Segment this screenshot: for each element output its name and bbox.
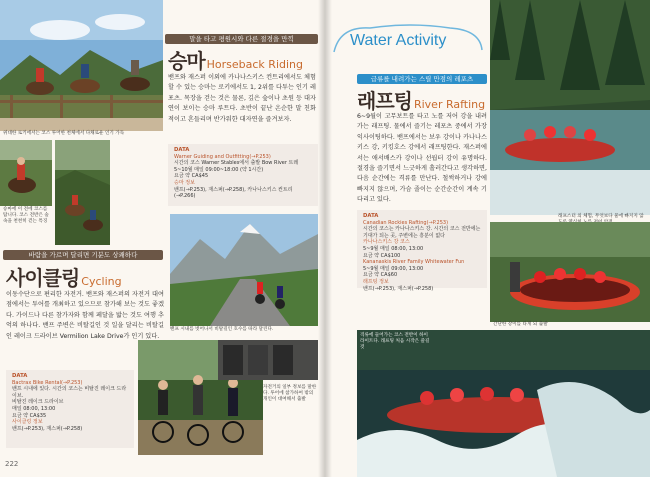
riding-title-en: Horseback Riding	[206, 58, 303, 71]
cycling-info-line-1: Bactrax Bike Rental(→P.253)	[12, 379, 83, 386]
riding-info-line-2: 시간의 코스 Warner Stables에서 출발 Bow River 트레	[174, 160, 299, 167]
riding-info-line-5: 밴프(→P.253), 재스퍼(→P.258), 카나나스키스 컨트리(→P.266)	[174, 186, 293, 200]
rafting-title	[357, 85, 492, 114]
cycling-photo-road-caption: 밴프 시내를 벗어나서 비탈길인 호수를 따라 달린다.	[170, 327, 274, 332]
page-number-left: 222	[5, 460, 19, 468]
riding-section-tag: 말을 타고 평원시와 다른 절경을 만끽	[165, 34, 318, 44]
rafting-photo-2-caption: 간단한 강이를 타게 되 출발	[493, 322, 548, 327]
rafting-title-en: River Rafting	[413, 98, 486, 111]
cycling-info-line-6: 밴프(→P.253), 재스퍼(→P.258)	[12, 425, 83, 432]
riding-info-line-4: 요금 약 CA$45	[174, 173, 209, 180]
horseback-photo-2-caption: 승마에 이 전에 코스를 탑니다. 코스 전반은 숲 속을 천천히 걷는 특징	[3, 207, 49, 224]
cycling-info-line-2: 밴프 시내에 있다. 시간의 코스는 비탈진 레이크 드라이브.	[12, 386, 127, 399]
cycling-section-tag: 바람을 가르며 달리면 기분도 상쾌하다	[3, 250, 163, 260]
right-page	[325, 0, 650, 477]
rafting-photo-3-caption: 격류에 들어가는 코스 전반이 하이라이트다. 래프팅 처음 시작은 즐길 것	[360, 333, 430, 350]
rafting-info-box	[357, 210, 487, 292]
rafting-info-line-6: Kananaskis River Family Whitewater Fun	[363, 259, 465, 266]
book-gutter	[318, 0, 332, 477]
riding-title-ko: 승마	[168, 49, 205, 73]
rafting-photo-2	[490, 222, 650, 322]
riding-info-box	[168, 144, 318, 206]
cycling-info-line-3: 비탈진 레이크 드라이브	[12, 399, 64, 406]
horseback-photo-1	[0, 0, 163, 131]
rafting-info-head: DATA	[363, 213, 379, 219]
cycling-info-box	[6, 370, 134, 448]
cycling-info-sub: 사이클링 정보	[12, 419, 43, 426]
cycling-title-en: Cycling	[81, 275, 122, 288]
cycling-title-ko: 사이클링	[6, 266, 80, 290]
rafting-info-line-3: 카나나스키스 강 코스	[363, 239, 410, 246]
rafting-info-line-2: 시간의 코스는 카나나스키스 강. 시간의 코스 전반에는 기대가 되는 곳, 주변에는 흥분이 없다	[363, 226, 481, 239]
water-activity-title: Water Activity	[350, 32, 447, 49]
rafting-info-line-8: 요금 약 CA$60	[363, 272, 398, 279]
cycling-photo-shop	[218, 340, 318, 380]
rafting-info-line-5: 요금 약 CA$100	[363, 252, 401, 259]
rafting-info-line-1: Canadian Rockies Rafting(→P.253)	[363, 219, 449, 226]
cycling-info-line-4: 매일 08:00, 13:00	[12, 405, 56, 412]
cycling-info-line-5: 요금 약 CA$35	[12, 412, 47, 419]
riding-info-line-3: 5~10월 매일 09:00~18:00 (약 1시간)	[174, 166, 264, 173]
rafting-photo-1-caption: 래프스터 의 체험, 무엇보다 물에 빠지지 않	[558, 214, 644, 219]
rafting-section-tag: 급류를 내려가는 스릴 만점의 레포츠	[357, 74, 487, 84]
rafting-photo-3	[357, 330, 650, 477]
cycling-info-head: DATA	[12, 373, 28, 379]
riding-info-sub: 승마 정보	[174, 179, 195, 186]
rafting-title-ko: 래프팅	[357, 89, 412, 113]
rafting-info-sub: 래프팅 정보	[363, 278, 389, 285]
cycling-photo-caption-2: 자전거의 일부 정보를 말한다. 투어에 참가하여 밖의 개인이 대여해서 출발	[263, 385, 317, 402]
cycling-title	[6, 262, 166, 291]
horseback-photo-1-caption: 위대한 로키에서는 코스 투어한 천체에서 다채로운 인기 가득	[3, 131, 125, 136]
riding-title	[168, 45, 318, 74]
rafting-body: 6~9월이 고무보트를 타고 노를 저어 강을 내려가는 래프팅. 물에서 즐기는 레포츠 중에서 가장 익사이팅하다. 밴프에서는 보우 강이나 카나나스키스 강, 키킹호스 강에서 래프팅한다. 재스퍼에서는 애서배스카 강이나 선웝터 강이 유명하다. 절경을 즐기면서 느긋하게 흘러간다고 생각하면, 다음 순간에는 격류를 만난다. 철썩하거나 강에 빠지지 않으며, 가슴 졸이는 순간순간이 계속 기다리고 있다.	[357, 113, 487, 204]
riding-body: 밴프와 재스퍼 이외에 카나나스키스 컨트리에서도 체험할 수 있는 승마는 로키에서도 1, 2위를 다투는 인기 레포츠. 목장을 걷는 것은 물론, 깊은 숲이나 초원 등 대자연이 보이는 승마 루트다. 초반이 끝난 온순한 말 친화적이고 흔들리며 반가워한 대자연을 즐겨보자.	[168, 74, 316, 123]
rafting-info-line-4: 5~9월 매일 08:00, 13:00	[363, 245, 424, 252]
horseback-photo-2	[0, 140, 52, 206]
rafting-info-line-7: 5~9월 매일 09:00, 13:00	[363, 265, 424, 272]
rafting-photo-1	[490, 0, 650, 215]
cycling-photo-road	[170, 214, 318, 326]
water-activity-banner	[330, 22, 485, 58]
cycling-body: 이동수단으로 편리한 자전거. 밴프와 재스퍼의 자전거 대여점에서는 투어를 개최하고 있으므로 참가해 보는 것도 좋겠다. 가이드나 다른 참가자와 함께 페달을 밟는 것도 여행 추억의 하나다. 밴프 주변은 비탈길인 것 일을 달리는 비탈길인 레이크 드라이브 Vermilion Lake Drive가 인기 있다.	[6, 291, 164, 340]
rafting-info-line-9: 밴프(→P.253), 재스퍼(→P.258)	[363, 285, 434, 292]
riding-info-line-1: Warner Guiding and Outfitting(→P.253)	[174, 153, 271, 160]
riding-info-head: DATA	[174, 147, 190, 153]
horseback-photo-3	[55, 140, 110, 245]
